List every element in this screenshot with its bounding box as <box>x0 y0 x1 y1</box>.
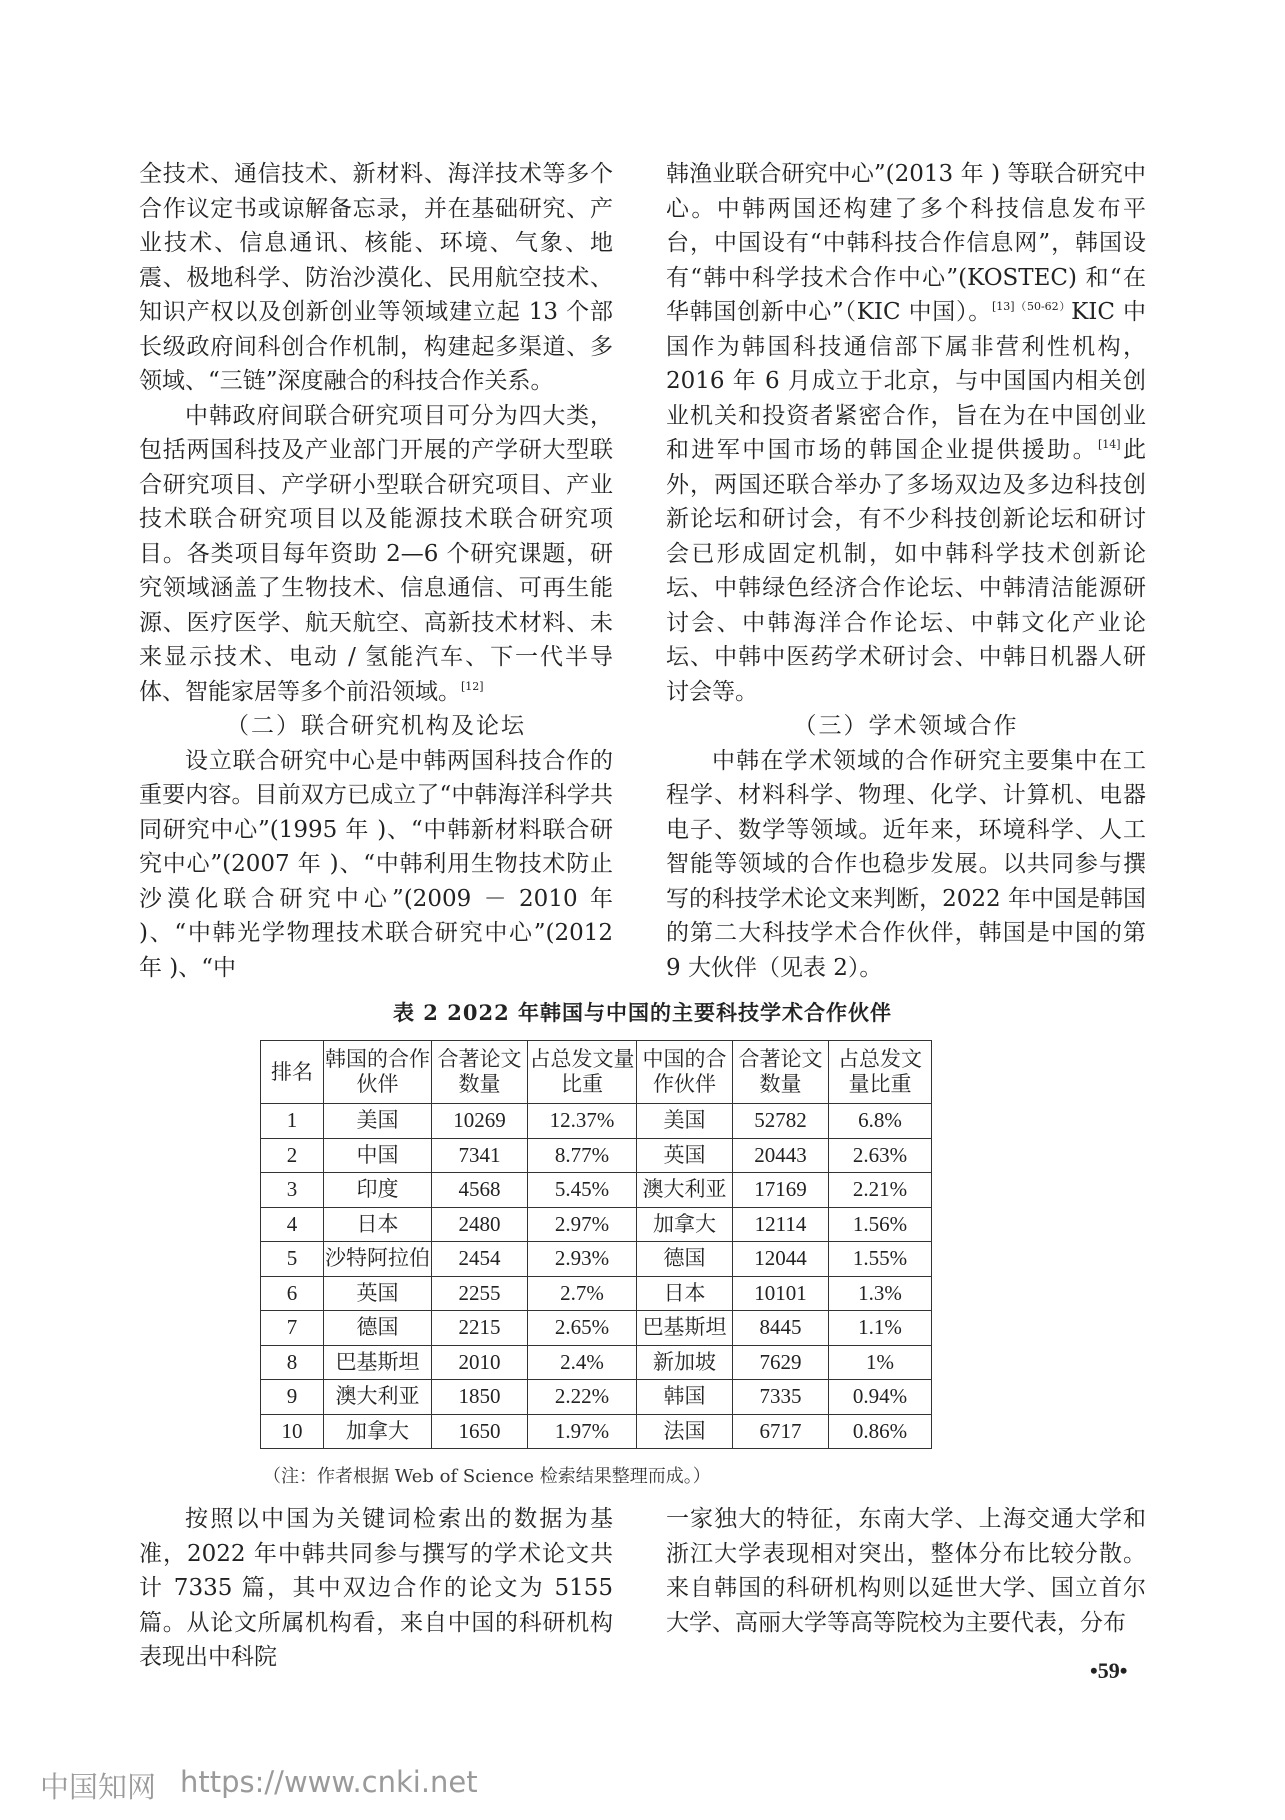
header-china-partner: 中国的合作伙伴 <box>637 1041 733 1104</box>
cell-korea-partner: 中国 <box>324 1138 432 1173</box>
cell-korea-partner: 英国 <box>324 1276 432 1311</box>
table-row <box>261 1242 932 1277</box>
cell-china-share: 1.56% <box>829 1207 932 1242</box>
cell-korea-share: 1.97% <box>528 1414 637 1449</box>
cell-china-papers: 12114 <box>733 1207 829 1242</box>
cell-china-partner: 德国 <box>637 1242 733 1277</box>
cell-korea-papers: 7341 <box>432 1138 528 1173</box>
cell-china-partner: 加拿大 <box>637 1207 733 1242</box>
left-paragraph-3: 设立联合研究中心是中韩两国科技合作的重要内容。目前双方已成立了“中韩海洋科学共同研究中心”(1995 年 )、“中韩新材料联合研究中心”(2007 年 )、“中韩利用生物技术防止沙漠化联合研究中心”(2009 － 2010 年 )、“中韩光学物理技术联合研究中心”(2012 年 )、“中 <box>139 747 613 981</box>
cell-china-papers: 10101 <box>733 1276 829 1311</box>
table-row <box>261 1380 932 1415</box>
citation-ref[interactable]: [12] <box>461 679 484 693</box>
cell-china-partner: 美国 <box>637 1104 733 1139</box>
cell-china-partner: 法国 <box>637 1414 733 1449</box>
header-korea-partner: 韩国的合作伙伴 <box>324 1041 432 1104</box>
cell-china-share: 2.63% <box>829 1138 932 1173</box>
cell-rank: 5 <box>261 1242 324 1277</box>
table-header-row <box>261 1041 932 1104</box>
cell-korea-partner: 印度 <box>324 1173 432 1208</box>
cell-korea-papers: 2480 <box>432 1207 528 1242</box>
cell-rank: 9 <box>261 1380 324 1415</box>
cell-china-papers: 7629 <box>733 1345 829 1380</box>
watermark-url: https://www.cnki.net <box>180 1765 478 1799</box>
cell-china-share: 1% <box>829 1345 932 1380</box>
cell-korea-partner: 日本 <box>324 1207 432 1242</box>
cell-china-papers: 12044 <box>733 1242 829 1277</box>
cell-korea-papers: 2454 <box>432 1242 528 1277</box>
cell-rank: 8 <box>261 1345 324 1380</box>
section-heading-2: （二）联合研究机构及论坛 <box>226 713 526 739</box>
bottom-right-column <box>666 1502 1146 1640</box>
table-row <box>261 1104 932 1139</box>
table-caption: 表 2 2022 年韩国与中国的主要科技学术合作伙伴 <box>393 1000 892 1025</box>
cell-china-share: 1.3% <box>829 1276 932 1311</box>
cell-china-share: 6.8% <box>829 1104 932 1139</box>
cell-korea-partner: 澳大利亚 <box>324 1380 432 1415</box>
cell-rank: 6 <box>261 1276 324 1311</box>
cell-rank: 2 <box>261 1138 324 1173</box>
cell-china-partner: 韩国 <box>637 1380 733 1415</box>
cell-korea-share: 2.7% <box>528 1276 637 1311</box>
table-row <box>261 1276 932 1311</box>
bottom-right-paragraph: 一家独大的特征，东南大学、上海交通大学和浙江大学表现相对突出，整体分布比较分散。来自韩国的科研机构则以延世大学、国立首尔大学、高丽大学等高等院校为主要代表，分布 <box>666 1506 1146 1636</box>
right-column <box>666 157 1146 985</box>
watermark-brand: 中国知网 <box>40 1770 157 1804</box>
table-body <box>261 1104 932 1449</box>
bottom-left-paragraph: 按照以中国为关键词检索出的数据为基准，2022 年中韩共同参与撰写的学术论文共计 7335 篇，其中双边合作的论文为 5155 篇。从论文所属机构看，来自中国的科研机构表现出中科院 <box>139 1506 613 1670</box>
cell-korea-share: 2.97% <box>528 1207 637 1242</box>
cell-korea-partner: 沙特阿拉伯 <box>324 1242 432 1277</box>
cell-china-share: 1.55% <box>829 1242 932 1277</box>
cell-china-partner: 巴基斯坦 <box>637 1311 733 1346</box>
cell-korea-partner: 德国 <box>324 1311 432 1346</box>
header-korea-share: 占总发文量比重 <box>528 1041 637 1104</box>
cell-china-share: 1.1% <box>829 1311 932 1346</box>
header-korea-papers: 合著论文数量 <box>432 1041 528 1104</box>
cell-korea-papers: 2010 <box>432 1345 528 1380</box>
cell-china-share: 0.86% <box>829 1414 932 1449</box>
header-china-share: 占总发文量比重 <box>829 1041 932 1104</box>
table-row <box>261 1311 932 1346</box>
table-note: （注：作者根据 Web of Science 检索结果整理而成。） <box>263 1466 711 1487</box>
citation-ref[interactable]: [13]（50-62） <box>991 300 1072 313</box>
cell-china-share: 0.94% <box>829 1380 932 1415</box>
cell-china-share: 2.21% <box>829 1173 932 1208</box>
cell-korea-share: 2.93% <box>528 1242 637 1277</box>
cell-korea-papers: 4568 <box>432 1173 528 1208</box>
cell-china-partner: 新加坡 <box>637 1345 733 1380</box>
cell-rank: 10 <box>261 1414 324 1449</box>
table-row <box>261 1345 932 1380</box>
cell-korea-papers: 1850 <box>432 1380 528 1415</box>
cell-china-papers: 17169 <box>733 1173 829 1208</box>
left-column <box>139 157 613 985</box>
left-paragraph-1: 全技术、通信技术、新材料、海洋技术等多个合作议定书或谅解备忘录，并在基础研究、产业技术、信息通讯、核能、环境、气象、地震、极地科学、防治沙漠化、民用航空技术、知识产权以及创新创业等领域建立起 13 个部长级政府间科创合作机制，构建起多渠道、多领域、“三链”深度融合的科技合作关系。 <box>139 161 613 394</box>
cell-korea-partner: 加拿大 <box>324 1414 432 1449</box>
cell-rank: 4 <box>261 1207 324 1242</box>
cell-rank: 3 <box>261 1173 324 1208</box>
cell-korea-papers: 2255 <box>432 1276 528 1311</box>
table-row <box>261 1173 932 1208</box>
cell-korea-share: 2.22% <box>528 1380 637 1415</box>
cell-china-papers: 52782 <box>733 1104 829 1139</box>
table-row <box>261 1414 932 1449</box>
cell-korea-share: 12.37% <box>528 1104 637 1139</box>
cell-rank: 7 <box>261 1311 324 1346</box>
cell-korea-partner: 美国 <box>324 1104 432 1139</box>
cell-korea-papers: 10269 <box>432 1104 528 1139</box>
cell-rank: 1 <box>261 1104 324 1139</box>
bottom-left-column <box>139 1502 613 1675</box>
cell-korea-papers: 1650 <box>432 1414 528 1449</box>
cell-china-papers: 6717 <box>733 1414 829 1449</box>
right-paragraph-2: 中韩在学术领域的合作研究主要集中在工程学、材料科学、物理、化学、计算机、电器电子、数学等领域。近年来，环境科学、人工智能等领域的合作也稳步发展。以共同参与撰写的科技学术论文来判断，2022 年中国是韩国的第二大科技学术合作伙伴，韩国是中国的第 9 大伙伴（见表 2）。 <box>666 747 1146 981</box>
cell-china-partner: 日本 <box>637 1276 733 1311</box>
partners-table <box>260 1040 932 1449</box>
cell-korea-partner: 巴基斯坦 <box>324 1345 432 1380</box>
table-row <box>261 1138 932 1173</box>
cell-china-papers: 7335 <box>733 1380 829 1415</box>
cell-china-partner: 英国 <box>637 1138 733 1173</box>
cell-korea-share: 2.65% <box>528 1311 637 1346</box>
cell-korea-share: 2.4% <box>528 1345 637 1380</box>
left-paragraph-2: 中韩政府间联合研究项目可分为四大类，包括两国科技及产业部门开展的产学研大型联合研究项目、产学研小型联合研究项目、产业技术联合研究项目以及能源技术联合研究项目。各类项目每年资助 2—6 个研究课题，研究领域涵盖了生物技术、信息通信、可再生能源、医疗医学、航天航空、高新技术材料、未来显示技术、电动 / 氢能汽车、下一代半导体、智能家居等多个前沿领域。[12] <box>139 402 613 705</box>
cell-china-papers: 20443 <box>733 1138 829 1173</box>
citation-ref[interactable]: [14] <box>1098 438 1121 451</box>
cell-china-papers: 8445 <box>733 1311 829 1346</box>
cell-korea-share: 8.77% <box>528 1138 637 1173</box>
cell-korea-share: 5.45% <box>528 1173 637 1208</box>
page-number: •59• <box>1090 1658 1128 1683</box>
header-china-papers: 合著论文数量 <box>733 1041 829 1104</box>
table-row <box>261 1207 932 1242</box>
cell-china-partner: 澳大利亚 <box>637 1173 733 1208</box>
right-paragraph-1: 韩渔业联合研究中心”(2013 年 ) 等联合研究中心。中韩两国还构建了多个科技信息发布平台，中国设有“中韩科技合作信息网”，韩国设有“韩中科学技术合作中心”(KOSTEC) 和“在华韩国创新中心”（KIC 中国）。$^{[13](50-62)}$KIC 中国作为韩国科技通信部下属非营利性机构，2016 年 6 月成立于北京，与中国国内相关创业机关和投资者紧密合作，旨在为在中国创业和进军中国市场的韩国企业提供援助。[14]此外，两国还联合举办了多场双边及多边科技创新论坛和研讨会，有不少科技创新论坛和研讨会已形成固定机制，如中韩科学技术创新论坛、中韩绿色经济合作论坛、中韩清洁能源研讨会、中韩海洋合作论坛、中韩文化产业论坛、中韩中医药学术研讨会、中韩日机器人研讨会等。 <box>666 161 1147 705</box>
header-rank: 排名 <box>261 1041 324 1104</box>
cell-korea-papers: 2215 <box>432 1311 528 1346</box>
section-heading-3: （三）学术领域合作 <box>793 713 1019 739</box>
